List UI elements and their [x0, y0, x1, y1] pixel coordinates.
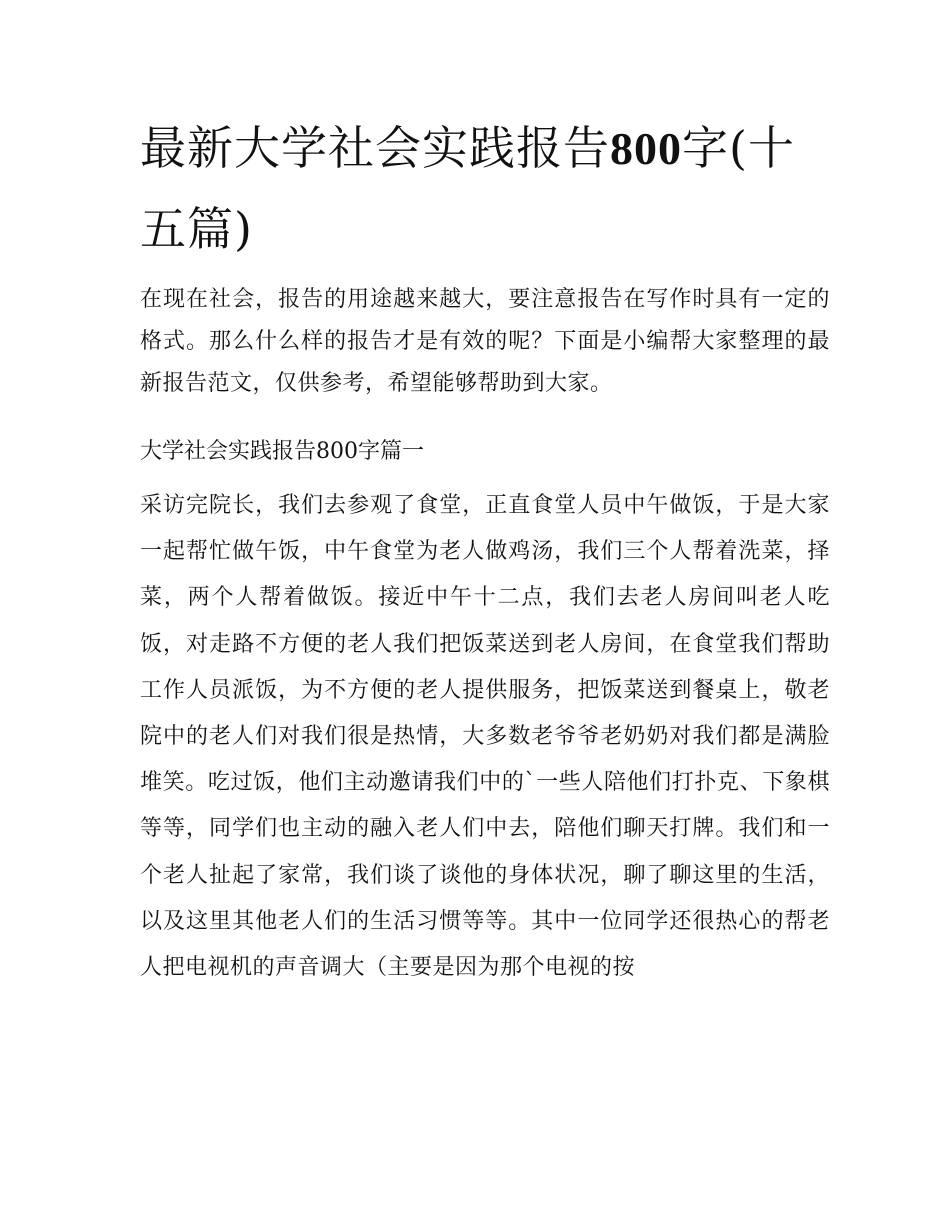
document-title	[140, 108, 830, 269]
body-paragraph: 采访完院长，我们去参观了食堂，正直食堂人员中午做饭，于是大家一起帮忙做午饭，中午食堂为老人做鸡汤，我们三个人帮着洗菜，择菜，两个人帮着做饭。接近中午十二点，我们去老人房间叫老人吃饭，对走路不方便的老人我们把饭菜送到老人房间，在食堂我们帮助工作人员派饭，为不方便的老人提供服务，把饭菜送到餐桌上，敬老院中的老人们对我们很是热情，大多数老爷爷老奶奶对我们都是满脸堆笑。吃过饭，他们主动邀请我们中的`一些人陪他们打扑克、下象棋等等，同学们也主动的融入老人们中去，陪他们聊天打牌。我们和一个老人扯起了家常，我们谈了谈他的身体状况，聊了聊这里的生活，以及这里其他老人们的生活习惯等等。其中一位同学还很热心的帮老人把电视机的声音调大（主要是因为那个电视的按	[140, 493, 830, 981]
title-number: 800	[610, 123, 682, 174]
title-prefix: 最新大学社会实践报告	[140, 121, 610, 175]
title-suffix: 字(十五篇)	[140, 121, 795, 256]
section-heading: 大学社会实践报告800字篇一	[140, 439, 424, 464]
intro-paragraph: 在现在社会，报告的用途越来越大，要注意报告在写作时具有一定的格式。那么什么样的报告才是有效的呢？下面是小编帮大家整理的最新报告范文，仅供参考，希望能够帮助到大家。	[140, 287, 830, 396]
